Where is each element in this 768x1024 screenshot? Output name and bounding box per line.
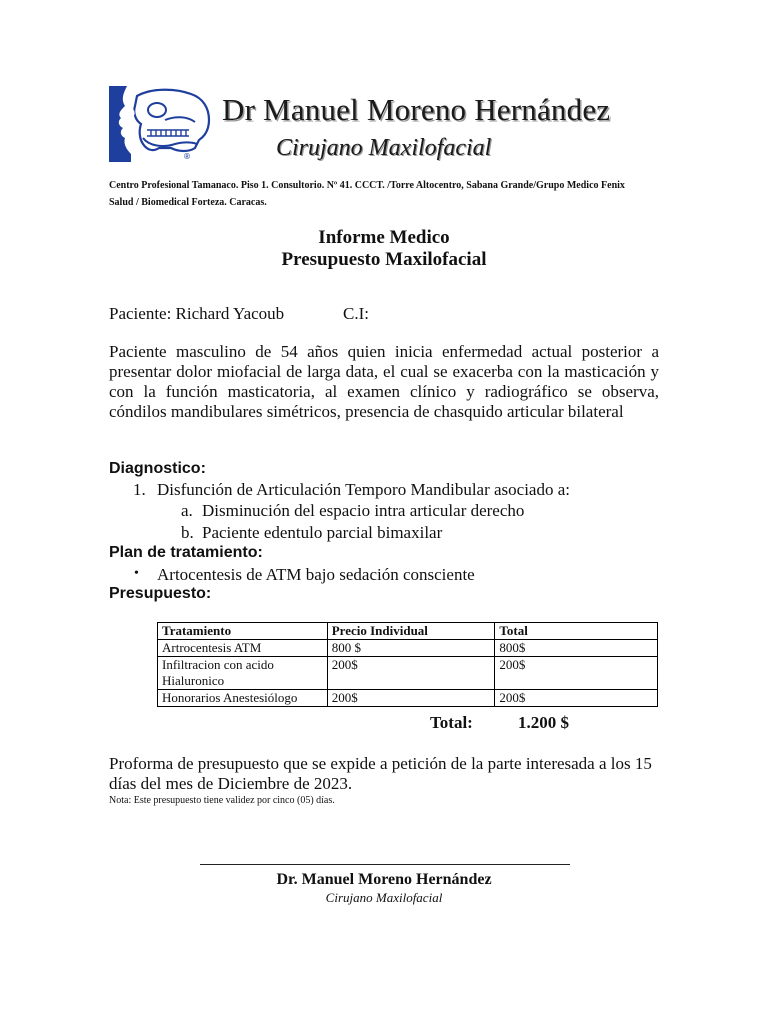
diagnosis-sub-item: Paciente edentulo parcial bimaxilar: [202, 523, 443, 542]
diagnosis-sub-letter: a.: [181, 501, 193, 520]
diagnosis-sub-item: Disminución del espacio intra articular derecho: [202, 501, 525, 520]
bullet-icon: •: [134, 566, 139, 581]
signature-name: Dr. Manuel Moreno Hernández: [276, 871, 492, 888]
treatment-plan-item: Artocentesis de ATM bajo sedación consciente: [157, 565, 475, 584]
table-row: [158, 690, 658, 707]
table-cell: 800 $: [327, 640, 495, 657]
diagnosis-item: Disfunción de Articulación Temporo Mandibular asociado a:: [157, 480, 570, 499]
table-cell: Infiltracion con acido Hialuronico: [158, 657, 328, 690]
diagnosis-item-number: 1.: [133, 480, 146, 499]
signature-line: [200, 864, 570, 865]
column-header: Total: [495, 623, 658, 640]
table-cell: Artrocentesis ATM: [158, 640, 328, 657]
validity-note: Nota: Este presupuesto tiene validez por cinco (05) días.: [109, 795, 335, 806]
table-cell: 800$: [495, 640, 658, 657]
budget-table: [157, 622, 658, 707]
table-row: [158, 657, 658, 690]
table-row: [158, 640, 658, 657]
specialty-header: Cirujano Maxilofacial: [276, 135, 492, 161]
column-header: Precio Individual: [327, 623, 495, 640]
skull-profile-logo: [109, 86, 213, 162]
clinical-description: Paciente masculino de 54 años quien inicia enfermedad actual posterior a presentar dolor miofacial de larga data, el cual se exacerba con la masticación y con la función masticatoria, al examen clínico y radiográfico se observa, cóndilos mandibulares simétricos, presencia de chasquido articular bilateral: [109, 342, 659, 421]
table-cell: 200$: [327, 690, 495, 707]
report-subtitle: Presupuesto Maxilofacial: [281, 249, 487, 270]
table-cell: Honorarios Anestesiólogo: [158, 690, 328, 707]
doctor-name-header: Dr Manuel Moreno Hernández: [222, 92, 611, 127]
table-cell: 200$: [495, 690, 658, 707]
table-cell: 200$: [327, 657, 495, 690]
column-header: Tratamiento: [158, 623, 328, 640]
budget-heading: Presupuesto:: [109, 585, 212, 602]
registered-mark: ®: [183, 152, 191, 161]
treatment-plan-heading: Plan de tratamiento:: [109, 544, 263, 561]
total-value: 1.200 $: [518, 713, 569, 732]
table-cell: 200$: [495, 657, 658, 690]
diagnosis-sub-letter: b.: [181, 523, 194, 542]
patient-id-label: C.I:: [343, 304, 369, 323]
closing-statement: Proforma de presupuesto que se expide a petición de la parte interesada a los 15 días del mes de Diciembre de 2023.: [109, 754, 652, 793]
table-header-row: [158, 623, 658, 640]
total-label: Total:: [430, 713, 473, 732]
signature-role: Cirujano Maxilofacial: [325, 890, 443, 905]
diagnosis-heading: Diagnostico:: [109, 460, 206, 477]
office-address: Centro Profesional Tamanaco. Piso 1. Consultorio. Nº 41. CCCT. /Torre Altocentro, Sabana Grande/Grupo Medico Fenix Salud / Biomedical Forteza. Caracas.: [109, 180, 625, 208]
report-title: Informe Medico: [318, 227, 450, 248]
patient-name: Paciente: Richard Yacoub: [109, 304, 285, 323]
